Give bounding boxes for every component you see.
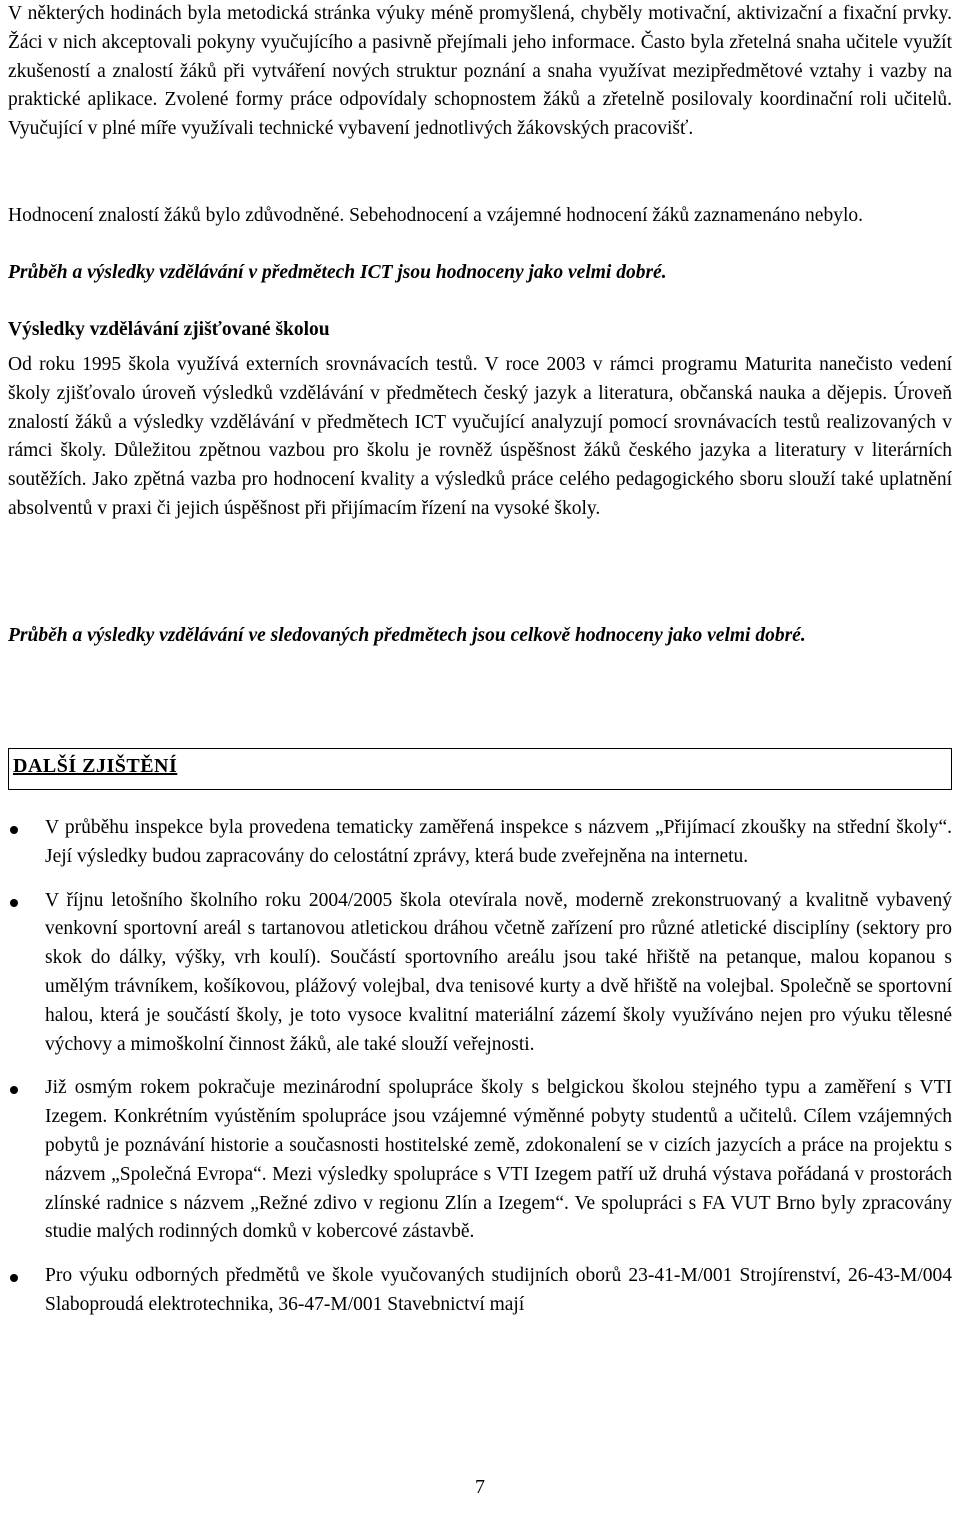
results-heading: Výsledky vzdělávání zjišťované školou: [8, 319, 330, 340]
ict-summary: Průběh a výsledky vzdělávání v předmětech ICT jsou hodnoceny jako velmi dobré.: [8, 262, 667, 283]
bullet-icon: [10, 1086, 18, 1094]
results-paragraph: Od roku 1995 škola využívá externích srovnávacích testů. V roce 2003 v rámci programu Maturita nanečisto vedení školy zjišťovalo úroveň výsledků vzdělávání v předmětech český jazyk a literatura, občanská nauka a dějepis. Úroveň znalostí žáků a výsledky vzdělávání v předmětech ICT vyučující analyzují pomocí srovnávacích testů realizovaných v rámci školy. Důležitou zpětnou vazbou pro školu je rovněž úspěšnost žáků českého jazyka a literatury v literárních soutěžích. Jako zpětná vazba pro hodnocení kvality a výsledků práce celého pedagogického sboru slouží také uplatnění absolventů v praxi či jejich úspěšnost při přijímacím řízení na vysoké školy.: [8, 354, 952, 519]
bullet-icon: [10, 899, 18, 907]
findings-list: [8, 814, 952, 1320]
bullet-icon: [10, 826, 18, 834]
list-item-text: Již osmým rokem pokračuje mezinárodní spolupráce školy s belgickou školou stejného typu a zaměření s VTI Izegem. Konkrétním vyústěním spolupráce jsou vzájemné výměnné pobyty studentů a učitelů. Cílem vzájemných pobytů je poznávání historie a současnosti hostitelské země, zdokonalení se v cizích jazycích a práce na projektu s názvem „Společná Evropa“. Mezi výsledky spolupráce s VTI Izegem patří už druhá výstava pořádaná v prostorách zlínské radnice s názvem „Režné zdivo v regionu Zlín a Izegem“. Ve spolupráci s FA VUT Brno byly zpracovány studie malých rodinných domků v kobercové zástavbě.: [45, 1077, 952, 1243]
page-number: 7: [475, 1476, 485, 1498]
bullet-icon: [10, 1274, 18, 1282]
list-item: [8, 814, 952, 872]
assessment-paragraph: Hodnocení znalostí žáků bylo zdůvodněné. Sebehodnocení a vzájemné hodnocení žáků zaznamenáno nebylo.: [8, 205, 863, 226]
list-item-text: Pro výuku odborných předmětů ve škole vyučovaných studijních oborů 23-41-M/001 Strojírenství, 26-43-M/004 Slaboproudá elektrotechnika, 36-47-M/001 Stavebnictví mají: [45, 1265, 952, 1315]
list-item: [8, 887, 952, 1060]
results-summary: Průběh a výsledky vzdělávání ve sledovaných předmětech jsou celkově hodnoceny jako velmi dobré.: [8, 625, 806, 646]
list-item-text: V říjnu letošního školního roku 2004/2005 škola otevírala nově, moderně zrekonstruovaný a kvalitně vybavený venkovní sportovní areál s tartanovou atletickou dráhou včetně zařízení pro různé atletické disciplíny (sektory pro skok do dálky, výšky, vrh koulí). Součástí sportovního areálu jsou také hřiště na petanque, malou kopanou s umělým trávníkem, košíkovou, plážový volejbal, dva tenisové kurty a dvě hřiště na volejbal. Společně se sportovní halou, která je součástí školy, je toto vysoce kvalitní materiální zázemí školy využíváno nejen pro výuku tělesné výchovy a mimoškolní činnost žáků, ale také slouží veřejnosti.: [45, 889, 952, 1055]
section-header-box: [8, 748, 952, 790]
list-item-text: V průběhu inspekce byla provedena tematicky zaměřená inspekce s názvem „Přijímací zkoušky na střední školy“. Její výsledky budou zapracovány do celostátní zprávy, která bude zveřejněna na internetu.: [45, 817, 952, 867]
list-item: [8, 1074, 952, 1247]
section-title: DALŠÍ ZJIŠTĚNÍ: [13, 755, 178, 777]
intro-paragraph: V některých hodinách byla metodická stránka výuky méně promyšlená, chyběly motivační, aktivizační a fixační prvky. Žáci v nich akceptovali pokyny vyučujícího a pasivně přejímali jeho informace. Často byla zřetelná snaha učitele využít zkušeností a znalostí žáků při vytváření nových struktur poznání a snaha využívat mezipředmětové vztahy i vazby na praktické aplikace. Zvolené formy práce odpovídaly schopnostem žáků a zřetelně posilovaly koordinační roli učitelů. Vyučující v plné míře využívali technické vybavení jednotlivých žákovských pracovišť.: [8, 3, 952, 140]
list-item: [8, 1262, 952, 1320]
